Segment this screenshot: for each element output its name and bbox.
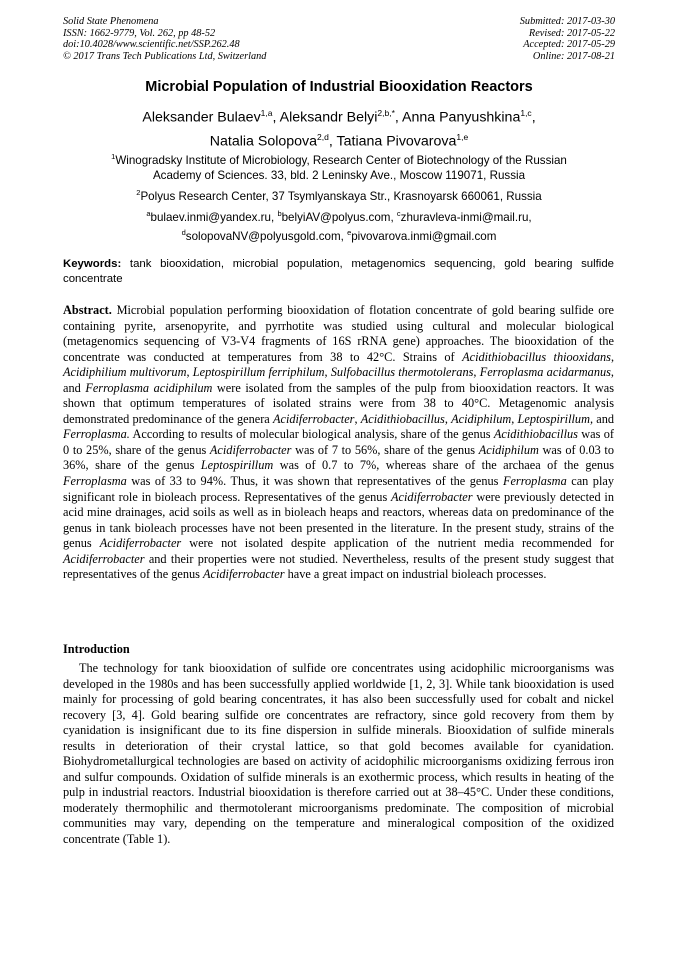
- affiliation-superscript: 2: [136, 188, 141, 197]
- introduction-paragraph: The technology for tank biooxidation of sulfide ore concentrates using acidophilic microorganisms was developed in the 1980s and has been successfully applied worldwide [1, 2, 3]. While tank biooxidation is used mainly for processing of gold bearing concentrates, it has also been successfully used for cobalt and nickel recovery [3, 4]. Gold bearing sulfide ore concentrates are refractory, since gold recovery from them by cyanidation is insignificant due to its fine dispersion in sulfide minerals. Biooxidation of sulfide minerals results in deterioration of their crystal lattice, so that gold becomes available for cyanidation. Biohydrometallurgical technologies are based on activity of acidophilic microorganisms oxidizing ferrous iron and sulfur compounds. Oxidation of sulfide minerals is an exothermic process, which results in heating of the pulp in industrial reactors. Industrial biooxidation is therefore carried out at 38–45°C. Under these conditions, moderately thermophilic and thermotolerant microorganisms predominate. The composition of microbial communities may vary, depending on the temperature and mineralogical composition of the oxidized concentrate (Table 1).: [63, 661, 614, 847]
- author-superscript: 2,b,*: [377, 108, 395, 118]
- abstract-text: and: [593, 411, 614, 426]
- affiliation-2: $^2$Polyus Research Center, 37 Tsymlyanskaya Str., Krasnoyarsk 660061, Russia: [136, 188, 542, 203]
- email-link[interactable]: bulaev.inmi@yandex.ru: [150, 210, 271, 224]
- taxon-name: Acidithiobacillus thiooxidans: [462, 349, 611, 364]
- author-name: Natalia Solopova: [209, 133, 318, 150]
- abstract-text: Microbial population performing biooxidation of flotation concentrate of gold bearing sulfide ore containing pyrite, arsenopyrite, and pyrrhotite was studied using cultural and molecular biological (metagenomics sequencing of V3-V4 fragments of 16S rRNA gene) approaches. The biooxidation of the concentrate was conducted at temperatures from 38 to 42°C. Strains of: [63, 303, 614, 364]
- taxon-name: Ferroplasma acidiphilum: [85, 380, 213, 395]
- author-superscript: 2,d: [317, 131, 329, 142]
- date-submitted: Submitted: 2017-03-30: [519, 16, 615, 27]
- taxon-name: Acidiferrobacter: [272, 411, 355, 426]
- keywords: [63, 257, 614, 286]
- abstract-text: ,: [444, 411, 452, 426]
- taxon-name: Acidiferrobacter: [99, 536, 182, 551]
- abstract-text: have a great impact on industrial bioleach processes.: [284, 567, 547, 582]
- abstract-text: ,: [354, 411, 361, 426]
- taxon-name: Ferroplasma acidarmanus: [479, 365, 611, 380]
- abstract-label: Abstract.: [63, 303, 112, 317]
- taxon-name: Acidiferrobacter: [203, 567, 285, 582]
- abstract-text: ,: [324, 365, 331, 380]
- taxon-name: Leptospirillum,: [517, 411, 594, 426]
- taxon-name: Sulfobacillus thermotolerans: [330, 365, 474, 380]
- journal-name: Solid State Phenomena: [63, 16, 159, 27]
- author-name: Aleksandr Belyi: [279, 109, 378, 126]
- journal-info: [63, 16, 266, 62]
- abstract-text: were previously detected in acid mine drainages, acid soils as well as in bioleach heaps and reactors, whereas data on predominance of the genus in tank bioleach processes have not been presented in the literature. In the present study, strains of the genus: [63, 489, 614, 551]
- section-heading-introduction: Introduction: [63, 642, 130, 656]
- affiliation-superscript: 1: [111, 152, 116, 161]
- email-list: $^a$bulaev.inmi@yandex.ru, $^b$belyiAV@polyus.com, $^c$zhuravleva-inmi@mail.ru, $^d$solopovaNV@polyusgold.com, $^e$pivovarova.inmi@gmail.com: [146, 209, 532, 243]
- email-link[interactable]: pivovarova.inmi@gmail.com: [351, 229, 497, 243]
- author-name: Aleksander Bulaev: [142, 109, 261, 126]
- abstract-text: ,: [610, 349, 615, 364]
- taxon-name: Acidiphilum: [451, 411, 512, 426]
- abstract-body: [63, 303, 614, 581]
- abstract-text: was of 33 to 94%. Thus, it was shown that representatives of the genus: [126, 474, 503, 489]
- abstract-text: was of 0.7 to 7%, whereas share of the archaea of the genus: [273, 458, 615, 473]
- taxon-name: Acidithiobacillus: [493, 427, 578, 442]
- abstract-text: were not isolated despite application of the nutrient media recommended for: [181, 536, 614, 551]
- email-link[interactable]: zhuravleva-inmi@mail.ru: [400, 210, 529, 224]
- taxon-name: Acidiferrobacter: [391, 489, 473, 504]
- taxon-name: Ferroplasma: [63, 474, 127, 489]
- abstract-text: ,: [511, 411, 518, 426]
- date-revised: Revised: 2017-05-22: [528, 27, 615, 39]
- abstract-text: was of 0.03 to 36%, share of the genus: [63, 442, 614, 473]
- abstract-text: were isolated from the samples of the pulp from biooxidation reactors. It was shown that optimum temperatures of isolated strains were from 38 to 40°C. Metagenomic analysis demonstrated predominance of the genera: [63, 380, 614, 426]
- abstract-text: was of 7 to 56%, share of the genus: [291, 442, 479, 457]
- abstract-text: was of 0 to 25%, share of the genus: [63, 427, 614, 457]
- author-name: Tatiana Pivovarova: [336, 133, 457, 150]
- taxon-name: Acidiphilum: [478, 442, 539, 457]
- taxon-name: Acidiferrobacter: [63, 551, 145, 566]
- email-link[interactable]: belyiAV@polyus.com: [281, 210, 391, 224]
- author-list: Aleksander Bulaev$^{1,a}$, Aleksandr Belyi$^{2,b,*}$, Anna Panyushkina$^{1,c}$, Natalia Solopova$^{2,d}$, Tatiana Pivovarova$^{1,e}$: [142, 108, 536, 150]
- abstract-text: ,: [186, 365, 193, 380]
- abstract-text: ,: [473, 365, 480, 380]
- affiliation-1: $^1$Winogradsky Institute of Microbiology, Research Center of Biotechnology of the Russian Academy of Sciences. 33, bld. 2 Leninsky Ave., Moscow 119071, Russia: [111, 152, 567, 182]
- abstract-text: can play significant role in bioleach process. Representatives of the genus: [63, 474, 614, 504]
- paper-title: Microbial Population of Industrial Biooxidation Reactors: [145, 79, 533, 95]
- journal-doi[interactable]: doi:10.4028/www.scientific.net/SSP.262.48: [63, 39, 240, 51]
- email-link[interactable]: solopovaNV@polyusgold.com: [185, 229, 341, 243]
- author-superscript: 1,e: [456, 131, 469, 142]
- author-superscript: 1,a: [260, 108, 273, 118]
- date-accepted: Accepted: 2017-05-29: [523, 39, 615, 51]
- abstract: [63, 303, 614, 583]
- author-superscript: 1,c: [520, 108, 532, 118]
- taxon-name: Acidiferrobacter: [209, 442, 292, 457]
- abstract-text: , and: [63, 365, 614, 395]
- date-online: Online: 2017-08-21: [532, 50, 615, 62]
- taxon-name: Acidiphilium multivorum: [63, 365, 187, 380]
- abstract-text: and their properties were not studied. Nevertheless, results of the present study suggest that representatives of the genus: [63, 551, 614, 582]
- journal-issn: ISSN: 1662-9779, Vol. 262, pp 48-52: [63, 27, 216, 39]
- taxon-name: Leptospirillum: [200, 458, 274, 473]
- journal-copyright: © 2017 Trans Tech Publications Ltd, Switzerland: [63, 50, 267, 62]
- taxon-name: Leptospirillum ferriphilum: [192, 365, 325, 380]
- dates-info: [520, 16, 615, 62]
- keywords-label: Keywords:: [63, 258, 122, 270]
- author-name: Anna Panyushkina: [402, 109, 521, 126]
- taxon-name: Ferroplasma: [502, 474, 567, 489]
- abstract-text: According to results of molecular biological analysis, share of the genus: [129, 427, 494, 442]
- taxon-name: Ferroplasma.: [63, 427, 130, 442]
- keywords-text: tank biooxidation, microbial population, metagenomics sequencing, gold bearing sulfide concentrate: [63, 258, 614, 285]
- taxon-name: Acidithiobacillus: [360, 411, 445, 426]
